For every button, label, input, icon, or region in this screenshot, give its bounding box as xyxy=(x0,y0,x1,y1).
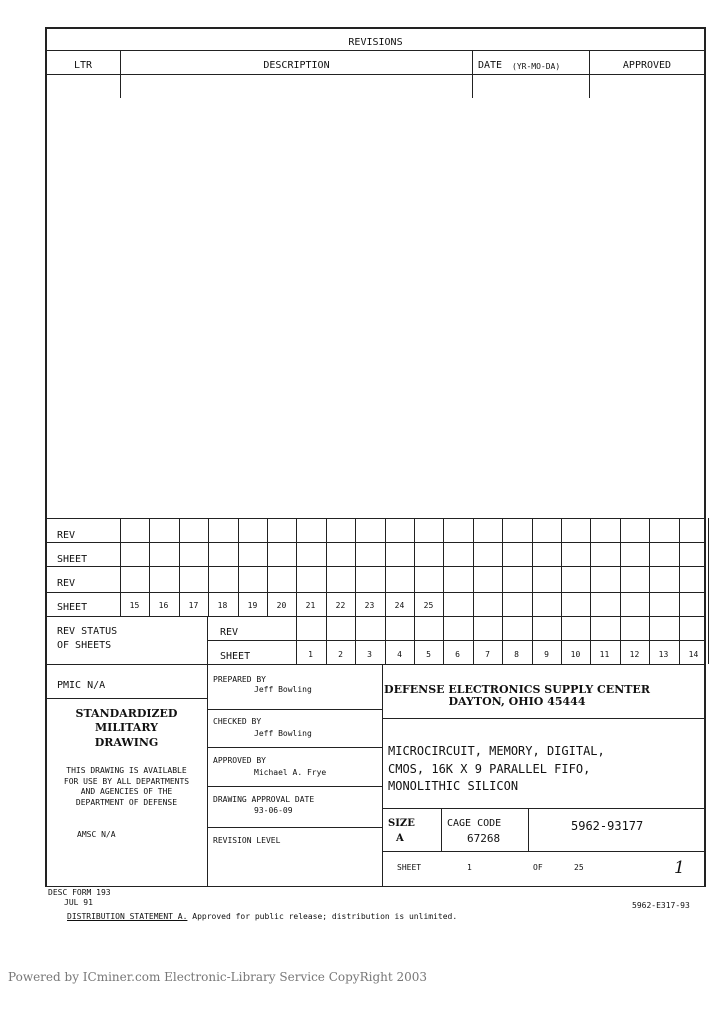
amsc: AMSC N/A xyxy=(77,830,116,839)
handwritten-sheet-mark: 1 xyxy=(674,858,685,878)
lower-sheet-number: 6 xyxy=(455,650,460,659)
frame-left xyxy=(45,27,47,887)
upper-sheet-number: 17 xyxy=(188,601,199,610)
rev-status-line2: OF SHEETS xyxy=(57,640,112,651)
lower-sheet-number: 9 xyxy=(544,650,549,659)
frame-bottom xyxy=(45,886,706,887)
checked-by-name: Jeff Bowling xyxy=(254,729,312,738)
sheet-value: 1 xyxy=(467,863,472,872)
sheet-label-3: SHEET xyxy=(220,651,251,662)
upper-sheet-number: 23 xyxy=(364,601,375,610)
agency-line2: DAYTON, OHIO 45444 xyxy=(448,695,586,708)
cage-code-value: 67268 xyxy=(467,832,501,845)
revision-level-label: REVISION LEVEL xyxy=(213,836,281,845)
col-description: DESCRIPTION xyxy=(263,60,330,71)
size-value: A xyxy=(396,833,404,844)
footer-copyright: Powered by ICminer.com Electronic-Library Service CopyRight 2003 xyxy=(8,970,428,984)
lower-sheet-number: 1 xyxy=(308,650,313,659)
col-ltr: LTR xyxy=(73,60,93,71)
lower-sheet-number: 7 xyxy=(485,650,490,659)
of-label: OF xyxy=(533,863,543,872)
approval-date-label: DRAWING APPROVAL DATE xyxy=(213,795,315,804)
rev-label-3: REV xyxy=(220,627,239,638)
revisions-title: REVISIONS xyxy=(348,37,403,48)
sheet-label-1: SHEET xyxy=(57,554,88,565)
smd-title-line1: STANDARDIZED xyxy=(75,707,178,720)
drawing-number: 5962-93177 xyxy=(571,819,644,833)
smd-availability-4: DEPARTMENT OF DEFENSE xyxy=(75,798,178,807)
upper-sheet-number: 18 xyxy=(217,601,228,610)
form-line2: JUL 91 xyxy=(64,898,93,907)
upper-sheet-number: 16 xyxy=(158,601,169,610)
prepared-by-name: Jeff Bowling xyxy=(254,685,312,694)
approved-by-name: Michael A. Frye xyxy=(254,768,327,777)
title-line3: MONOLITHIC SILICON xyxy=(388,779,519,793)
title-line1: MICROCIRCUIT, MEMORY, DIGITAL, xyxy=(388,744,605,758)
lower-sheet-number: 13 xyxy=(658,650,669,659)
col-date: DATE xyxy=(478,60,503,71)
upper-sheet-number: 22 xyxy=(335,601,346,610)
smd-title-line3: DRAWING xyxy=(94,736,159,749)
lower-sheet-number: 3 xyxy=(367,650,372,659)
smd-title-line2: MILITARY xyxy=(95,721,158,734)
rev-label-1: REV xyxy=(57,530,76,541)
cage-code-label: CAGE CODE xyxy=(447,818,502,829)
lower-sheet-number: 10 xyxy=(570,650,581,659)
agency-line1: DEFENSE ELECTRONICS SUPPLY CENTER xyxy=(384,683,650,696)
lower-sheet-number: 12 xyxy=(629,650,640,659)
upper-sheet-number: 19 xyxy=(247,601,258,610)
col-date-format: (YR-MO-DA) xyxy=(512,62,561,71)
frame-top xyxy=(45,27,706,29)
smd-availability-2: FOR USE BY ALL DEPARTMENTS xyxy=(63,777,190,786)
form-line1: DESC FORM 193 xyxy=(48,888,111,897)
form-number: 5962-E317-93 xyxy=(632,901,690,910)
size-label: SIZE xyxy=(388,818,415,829)
checked-by-label: CHECKED BY xyxy=(213,717,262,726)
distribution-statement xyxy=(67,912,457,922)
upper-sheet-number: 24 xyxy=(394,601,405,610)
lower-sheet-number: 8 xyxy=(514,650,519,659)
col-approved: APPROVED xyxy=(622,60,672,71)
lower-sheet-number: 5 xyxy=(426,650,431,659)
sheet-label-2: SHEET xyxy=(57,602,88,613)
distribution-statement-label: DISTRIBUTION STATEMENT A. xyxy=(67,912,188,921)
title-line2: CMOS, 16K X 9 PARALLEL FIFO, xyxy=(388,762,591,776)
lower-sheet-number: 14 xyxy=(688,650,699,659)
smd-availability-3: AND AGENCIES OF THE xyxy=(80,787,173,796)
upper-sheet-number: 20 xyxy=(276,601,287,610)
rev-label-2: REV xyxy=(57,578,76,589)
lower-sheet-number: 11 xyxy=(599,650,610,659)
smd-availability-1: THIS DRAWING IS AVAILABLE xyxy=(66,766,187,775)
approval-date-value: 93-06-09 xyxy=(254,806,293,815)
rev-status-line1: REV STATUS xyxy=(57,626,118,637)
lower-sheet-number: 2 xyxy=(338,650,343,659)
approved-by-label: APPROVED BY xyxy=(213,756,266,765)
sheet-label: SHEET xyxy=(397,863,422,872)
upper-sheet-number: 25 xyxy=(423,601,434,610)
of-value: 25 xyxy=(574,863,584,872)
lower-sheet-number: 4 xyxy=(397,650,402,659)
pmic: PMIC N/A xyxy=(57,680,106,691)
frame-right xyxy=(704,27,706,887)
distribution-statement-text: Approved for public release; distribution is unlimited. xyxy=(192,912,458,921)
upper-sheet-number: 15 xyxy=(129,601,140,610)
prepared-by-label: PREPARED BY xyxy=(213,675,266,684)
upper-sheet-number: 21 xyxy=(305,601,316,610)
